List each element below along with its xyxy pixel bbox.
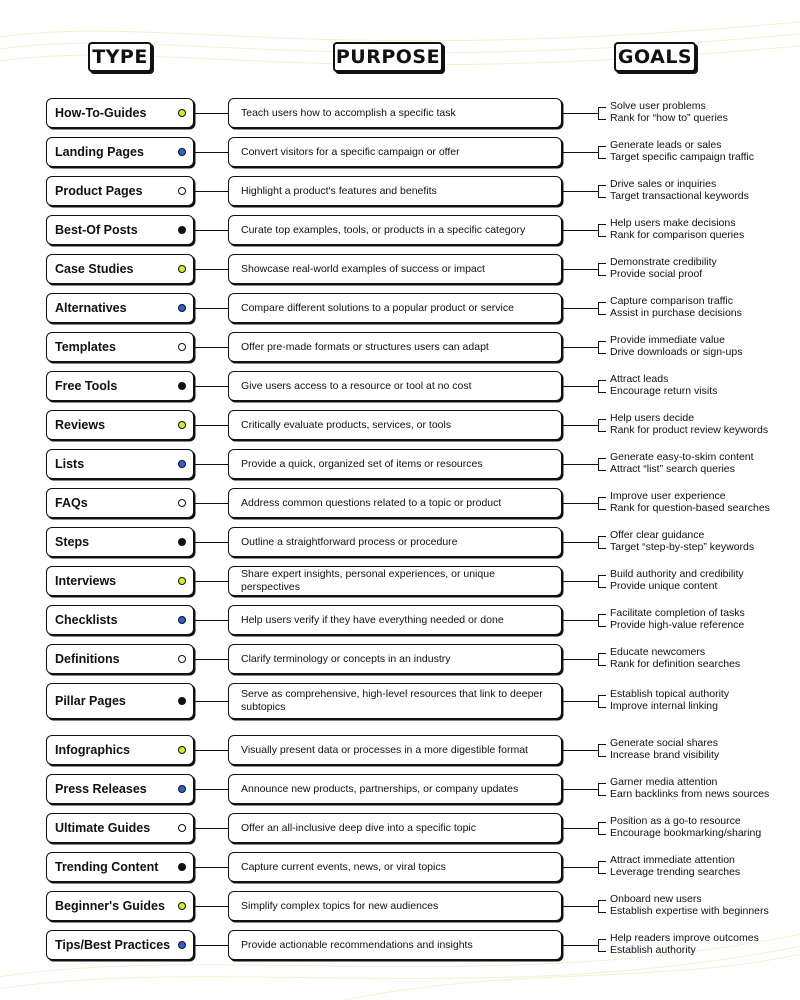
purpose-text: Capture current events, news, or viral topics bbox=[241, 860, 446, 873]
type-label-box bbox=[46, 254, 194, 284]
dot-marker-icon bbox=[178, 148, 186, 156]
purpose-goals-connector bbox=[562, 425, 598, 426]
goal-item: Target transactional keywords bbox=[610, 190, 749, 202]
purpose-goals-connector bbox=[562, 347, 598, 348]
purpose-text: Simplify complex topics for new audiences bbox=[241, 899, 439, 912]
dot-marker-icon bbox=[178, 499, 186, 507]
content-type-row bbox=[0, 527, 800, 557]
type-label-box bbox=[46, 293, 194, 323]
goals-bracket bbox=[598, 695, 606, 708]
type-label-box bbox=[46, 891, 194, 921]
type-purpose-connector bbox=[194, 503, 228, 504]
goal-item: Increase brand visibility bbox=[610, 749, 720, 761]
purpose-box bbox=[228, 371, 562, 401]
type-purpose-connector bbox=[194, 113, 228, 114]
goal-item: Rank for definition searches bbox=[610, 658, 741, 670]
purpose-goals-connector bbox=[562, 113, 598, 114]
goals-bracket bbox=[598, 185, 606, 198]
purpose-column-header: PURPOSE bbox=[333, 42, 443, 72]
type-label-box bbox=[46, 488, 194, 518]
goals-bracket bbox=[598, 744, 606, 757]
goal-item: Provide immediate value bbox=[610, 334, 725, 346]
goal-item: Help users decide bbox=[610, 412, 695, 424]
goal-item: Rank for “how to” queries bbox=[610, 112, 728, 124]
content-type-row bbox=[0, 410, 800, 440]
purpose-box bbox=[228, 644, 562, 674]
goal-item: Target “step-by-step” keywords bbox=[610, 541, 755, 553]
content-type-row bbox=[0, 176, 800, 206]
purpose-goals-connector bbox=[562, 906, 598, 907]
purpose-text: Serve as comprehensive, high-level resources that link to deeper subtopics bbox=[241, 688, 543, 713]
purpose-text: Curate top examples, tools, or products in a specific category bbox=[241, 223, 526, 236]
goal-item: Improve user experience bbox=[610, 490, 726, 502]
purpose-text: Visually present data or processes in a more digestible format bbox=[241, 743, 528, 756]
type-label: Case Studies bbox=[55, 262, 134, 276]
dot-marker-icon bbox=[178, 265, 186, 273]
goals-bracket bbox=[598, 380, 606, 393]
goals-bracket bbox=[598, 653, 606, 666]
type-label: Pillar Pages bbox=[55, 694, 126, 708]
goal-item: Provide high-value reference bbox=[610, 619, 745, 631]
goals-bracket bbox=[598, 536, 606, 549]
dot-marker-icon bbox=[178, 697, 186, 705]
type-label: Press Releases bbox=[55, 782, 147, 796]
purpose-goals-connector bbox=[562, 269, 598, 270]
purpose-text: Address common questions related to a topic or product bbox=[241, 496, 502, 509]
purpose-box bbox=[228, 332, 562, 362]
dot-marker-icon bbox=[178, 616, 186, 624]
goals-bracket bbox=[598, 783, 606, 796]
goals-bracket bbox=[598, 107, 606, 120]
content-type-row bbox=[0, 930, 800, 960]
type-label: Ultimate Guides bbox=[55, 821, 151, 835]
goal-item: Generate easy-to-skim content bbox=[610, 451, 754, 463]
goal-item: Onboard new users bbox=[610, 893, 702, 905]
purpose-box bbox=[228, 98, 562, 128]
purpose-box bbox=[228, 930, 562, 960]
goal-item: Attract leads bbox=[610, 373, 669, 385]
dot-marker-icon bbox=[178, 941, 186, 949]
dot-marker-icon bbox=[178, 655, 186, 663]
goals-bracket bbox=[598, 458, 606, 471]
purpose-box bbox=[228, 137, 562, 167]
content-type-row bbox=[0, 215, 800, 245]
content-type-row bbox=[0, 98, 800, 128]
dot-marker-icon bbox=[178, 304, 186, 312]
dot-marker-icon bbox=[178, 460, 186, 468]
purpose-goals-connector bbox=[562, 230, 598, 231]
purpose-goals-connector bbox=[562, 581, 598, 582]
type-label: How-To-Guides bbox=[55, 106, 147, 120]
dot-marker-icon bbox=[178, 785, 186, 793]
type-purpose-connector bbox=[194, 750, 228, 751]
content-type-row bbox=[0, 371, 800, 401]
goals-bracket bbox=[598, 575, 606, 588]
goal-item: Rank for comparison queries bbox=[610, 229, 745, 241]
goals-column-header: GOALS bbox=[614, 42, 696, 72]
purpose-box bbox=[228, 488, 562, 518]
goal-item: Solve user problems bbox=[610, 100, 706, 112]
purpose-text: Compare different solutions to a popular product or service bbox=[241, 301, 514, 314]
purpose-goals-connector bbox=[562, 308, 598, 309]
type-purpose-connector bbox=[194, 191, 228, 192]
purpose-box bbox=[228, 527, 562, 557]
type-purpose-connector bbox=[194, 347, 228, 348]
type-label-box bbox=[46, 735, 194, 765]
purpose-goals-connector bbox=[562, 503, 598, 504]
type-purpose-connector bbox=[194, 581, 228, 582]
type-label-box bbox=[46, 449, 194, 479]
goals-bracket bbox=[598, 614, 606, 627]
purpose-text: Showcase real-world examples of success or impact bbox=[241, 262, 485, 275]
goal-item: Drive sales or inquiries bbox=[610, 178, 717, 190]
goal-item: Establish authority bbox=[610, 944, 696, 956]
content-type-row bbox=[0, 449, 800, 479]
purpose-text: Offer pre-made formats or structures users can adapt bbox=[241, 340, 489, 353]
purpose-goals-connector bbox=[562, 750, 598, 751]
goal-item: Encourage bookmarking/sharing bbox=[610, 827, 762, 839]
type-label-box bbox=[46, 215, 194, 245]
goal-item: Educate newcomers bbox=[610, 646, 706, 658]
type-label: Beginner's Guides bbox=[55, 899, 165, 913]
type-column-header: TYPE bbox=[88, 42, 152, 72]
dot-marker-icon bbox=[178, 382, 186, 390]
purpose-goals-connector bbox=[562, 464, 598, 465]
type-label: Tips/Best Practices bbox=[55, 938, 171, 952]
dot-marker-icon bbox=[178, 343, 186, 351]
type-label: FAQs bbox=[55, 496, 88, 510]
purpose-goals-connector bbox=[562, 867, 598, 868]
goals-bracket bbox=[598, 497, 606, 510]
type-label-box bbox=[46, 137, 194, 167]
purpose-text: Outline a straightforward process or procedure bbox=[241, 535, 458, 548]
goal-item: Demonstrate credibility bbox=[610, 256, 717, 268]
type-label-box bbox=[46, 176, 194, 206]
type-purpose-connector bbox=[194, 542, 228, 543]
type-label-box bbox=[46, 410, 194, 440]
purpose-goals-connector bbox=[562, 828, 598, 829]
goals-bracket bbox=[598, 939, 606, 952]
type-label-box bbox=[46, 852, 194, 882]
dot-marker-icon bbox=[178, 824, 186, 832]
goal-item: Rank for product review keywords bbox=[610, 424, 769, 436]
purpose-goals-connector bbox=[562, 191, 598, 192]
purpose-box bbox=[228, 410, 562, 440]
goal-item: Rank for question-based searches bbox=[610, 502, 770, 514]
type-purpose-connector bbox=[194, 906, 228, 907]
goal-item: Leverage trending searches bbox=[610, 866, 741, 878]
type-label-box bbox=[46, 332, 194, 362]
type-label-box bbox=[46, 774, 194, 804]
purpose-goals-connector bbox=[562, 945, 598, 946]
type-purpose-connector bbox=[194, 828, 228, 829]
type-purpose-connector bbox=[194, 945, 228, 946]
type-label: Reviews bbox=[55, 418, 106, 432]
type-label-box bbox=[46, 527, 194, 557]
purpose-text: Share expert insights, personal experiences, or unique perspectives bbox=[241, 568, 495, 593]
type-purpose-connector bbox=[194, 701, 228, 702]
goal-item: Generate leads or sales bbox=[610, 139, 722, 151]
goals-bracket bbox=[598, 341, 606, 354]
dot-marker-icon bbox=[178, 863, 186, 871]
purpose-box bbox=[228, 774, 562, 804]
type-label: Interviews bbox=[55, 574, 117, 588]
purpose-box bbox=[228, 683, 562, 719]
type-label-box bbox=[46, 371, 194, 401]
purpose-box bbox=[228, 566, 562, 596]
purpose-goals-connector bbox=[562, 701, 598, 702]
purpose-goals-connector bbox=[562, 386, 598, 387]
goal-item: Improve internal linking bbox=[610, 700, 718, 712]
content-type-row bbox=[0, 332, 800, 362]
goal-item: Garner media attention bbox=[610, 776, 718, 788]
goal-item: Generate social shares bbox=[610, 737, 718, 749]
purpose-goals-connector bbox=[562, 152, 598, 153]
goal-item: Provide unique content bbox=[610, 580, 718, 592]
purpose-box bbox=[228, 891, 562, 921]
goal-item: Encourage return visits bbox=[610, 385, 718, 397]
type-label: Best-Of Posts bbox=[55, 223, 138, 237]
purpose-text: Convert visitors for a specific campaign or offer bbox=[241, 145, 460, 158]
goals-bracket bbox=[598, 263, 606, 276]
purpose-text: Announce new products, partnerships, or company updates bbox=[241, 782, 519, 795]
type-label: Templates bbox=[55, 340, 116, 354]
purpose-goals-connector bbox=[562, 789, 598, 790]
type-label: Free Tools bbox=[55, 379, 118, 393]
dot-marker-icon bbox=[178, 538, 186, 546]
type-label-box bbox=[46, 644, 194, 674]
goals-bracket bbox=[598, 146, 606, 159]
type-label: Lists bbox=[55, 457, 85, 471]
purpose-box bbox=[228, 293, 562, 323]
purpose-text: Provide actionable recommendations and insights bbox=[241, 938, 473, 951]
goal-item: Offer clear guidance bbox=[610, 529, 705, 541]
purpose-box bbox=[228, 605, 562, 635]
purpose-goals-connector bbox=[562, 659, 598, 660]
purpose-text: Provide a quick, organized set of items or resources bbox=[241, 457, 483, 470]
goal-item: Provide social proof bbox=[610, 268, 703, 280]
purpose-text: Offer an all-inclusive deep dive into a specific topic bbox=[241, 821, 477, 834]
type-purpose-connector bbox=[194, 152, 228, 153]
purpose-text: Teach users how to accomplish a specific task bbox=[241, 106, 456, 119]
purpose-goals-connector bbox=[562, 620, 598, 621]
type-label: Product Pages bbox=[55, 184, 143, 198]
type-purpose-connector bbox=[194, 386, 228, 387]
goal-item: Facilitate completion of tasks bbox=[610, 607, 745, 619]
type-label-box bbox=[46, 605, 194, 635]
type-label-box bbox=[46, 813, 194, 843]
goals-bracket bbox=[598, 224, 606, 237]
type-label: Trending Content bbox=[55, 860, 159, 874]
dot-marker-icon bbox=[178, 109, 186, 117]
purpose-text: Help users verify if they have everything needed or done bbox=[241, 613, 504, 626]
goal-item: Target specific campaign traffic bbox=[610, 151, 754, 163]
purpose-text: Give users access to a resource or tool at no cost bbox=[241, 379, 472, 392]
dot-marker-icon bbox=[178, 187, 186, 195]
content-type-row bbox=[0, 137, 800, 167]
content-type-row bbox=[0, 644, 800, 674]
type-label: Steps bbox=[55, 535, 90, 549]
purpose-box bbox=[228, 852, 562, 882]
type-purpose-connector bbox=[194, 659, 228, 660]
type-label: Definitions bbox=[55, 652, 120, 666]
purpose-box bbox=[228, 215, 562, 245]
goal-item: Assist in purchase decisions bbox=[610, 307, 742, 319]
goal-item: Position as a go-to resource bbox=[610, 815, 741, 827]
purpose-text: Critically evaluate products, services, or tools bbox=[241, 418, 452, 431]
dot-marker-icon bbox=[178, 226, 186, 234]
goal-item: Build authority and credibility bbox=[610, 568, 744, 580]
dot-marker-icon bbox=[178, 746, 186, 754]
type-purpose-connector bbox=[194, 867, 228, 868]
goal-item: Earn backlinks from news sources bbox=[610, 788, 770, 800]
type-label-box bbox=[46, 98, 194, 128]
purpose-text: Clarify terminology or concepts in an industry bbox=[241, 652, 451, 665]
type-purpose-connector bbox=[194, 425, 228, 426]
type-purpose-connector bbox=[194, 464, 228, 465]
goal-item: Attract “list” search queries bbox=[610, 463, 735, 475]
type-label: Checklists bbox=[55, 613, 118, 627]
content-type-row bbox=[0, 293, 800, 323]
type-label-box bbox=[46, 930, 194, 960]
content-type-row bbox=[0, 488, 800, 518]
purpose-box bbox=[228, 176, 562, 206]
type-label-box bbox=[46, 566, 194, 596]
purpose-box bbox=[228, 449, 562, 479]
content-type-row bbox=[0, 891, 800, 921]
purpose-text: Highlight a product's features and benefits bbox=[241, 184, 437, 197]
content-type-row bbox=[0, 813, 800, 843]
type-label: Alternatives bbox=[55, 301, 127, 315]
content-type-row bbox=[0, 852, 800, 882]
goals-bracket bbox=[598, 861, 606, 874]
type-purpose-connector bbox=[194, 308, 228, 309]
goals-bracket bbox=[598, 302, 606, 315]
content-type-row bbox=[0, 774, 800, 804]
type-purpose-connector bbox=[194, 620, 228, 621]
goal-item: Establish expertise with beginners bbox=[610, 905, 769, 917]
type-label-box bbox=[46, 683, 194, 719]
purpose-box bbox=[228, 735, 562, 765]
type-purpose-connector bbox=[194, 230, 228, 231]
dot-marker-icon bbox=[178, 902, 186, 910]
goal-item: Help users make decisions bbox=[610, 217, 736, 229]
goal-item: Help readers improve outcomes bbox=[610, 932, 759, 944]
type-purpose-connector bbox=[194, 269, 228, 270]
content-type-row bbox=[0, 683, 800, 719]
goals-bracket bbox=[598, 900, 606, 913]
content-type-row bbox=[0, 605, 800, 635]
content-type-row bbox=[0, 735, 800, 765]
purpose-goals-connector bbox=[562, 542, 598, 543]
goals-bracket bbox=[598, 822, 606, 835]
content-type-row bbox=[0, 566, 800, 596]
purpose-box bbox=[228, 813, 562, 843]
dot-marker-icon bbox=[178, 421, 186, 429]
purpose-box bbox=[228, 254, 562, 284]
goal-item: Establish topical authority bbox=[610, 688, 730, 700]
goal-item: Capture comparison traffic bbox=[610, 295, 733, 307]
type-purpose-connector bbox=[194, 789, 228, 790]
type-label: Infographics bbox=[55, 743, 131, 757]
content-type-row bbox=[0, 254, 800, 284]
goal-item: Drive downloads or sign-ups bbox=[610, 346, 743, 358]
goals-bracket bbox=[598, 419, 606, 432]
type-label: Landing Pages bbox=[55, 145, 144, 159]
goal-item: Attract immediate attention bbox=[610, 854, 735, 866]
dot-marker-icon bbox=[178, 577, 186, 585]
